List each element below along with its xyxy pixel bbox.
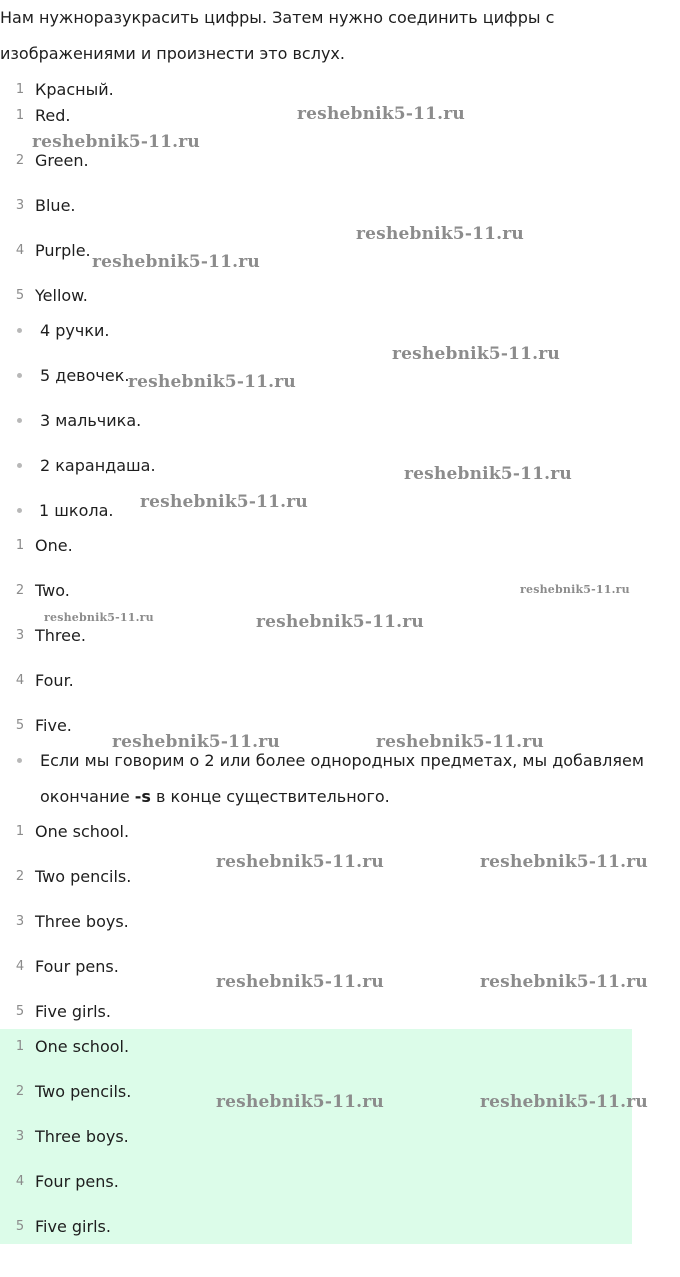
list-item: [0, 235, 91, 265]
item-text: Красный.: [35, 79, 114, 99]
highlight-list-item: [0, 1031, 129, 1061]
watermark: reshebnik5-11.ru: [92, 252, 260, 272]
list-item: [0, 710, 72, 740]
bullet-text: 4 ручки.: [40, 320, 110, 340]
rule-text-before: Если мы говорим о 2 или более однородных предметах, мы добавляем окончание: [40, 751, 644, 806]
highlight-list-item: [0, 1211, 111, 1241]
bullet-item: [0, 315, 110, 345]
watermark: reshebnik5-11.ru: [140, 492, 308, 512]
item-number: 2: [15, 868, 25, 884]
watermark: reshebnik5-11.ru: [480, 1092, 648, 1112]
item-text: Purple.: [35, 240, 91, 260]
item-number: 1: [15, 107, 25, 123]
bullet-icon: [17, 418, 22, 423]
bullet-icon: [17, 328, 22, 333]
bullet-icon: [17, 373, 22, 378]
list-item: [0, 575, 70, 605]
list-item: [0, 861, 131, 891]
list-item: [0, 190, 76, 220]
item-number: 1: [15, 823, 25, 839]
watermark: reshebnik5-11.ru: [256, 612, 424, 632]
item-number: 4: [15, 242, 25, 258]
list-item: [0, 996, 111, 1026]
list-item: [0, 951, 119, 981]
item-number: 5: [15, 717, 25, 733]
list-item: [0, 530, 73, 560]
item-number: 1: [15, 81, 25, 97]
item-number: 4: [15, 672, 25, 688]
bullet-item: [0, 495, 113, 525]
item-text: Five girls.: [35, 1001, 111, 1021]
watermark: reshebnik5-11.ru: [404, 464, 572, 484]
bullet-text: 5 девочек.: [40, 365, 130, 385]
watermark: reshebnik5-11.ru: [128, 372, 296, 392]
list-item: [0, 816, 129, 846]
highlight-list-item: [0, 1076, 131, 1106]
bullet-icon: [17, 508, 22, 513]
highlight-list-item: [0, 1121, 129, 1151]
watermark: reshebnik5-11.ru: [112, 732, 280, 752]
highlight-list-item: [0, 1166, 119, 1196]
item-text: Four pens.: [35, 1171, 119, 1191]
watermark: reshebnik5-11.ru: [480, 852, 648, 872]
watermark: reshebnik5-11.ru: [44, 611, 154, 624]
rule-text-after: в конце существительного.: [150, 787, 390, 806]
watermark: reshebnik5-11.ru: [392, 344, 560, 364]
watermark: reshebnik5-11.ru: [376, 732, 544, 752]
item-text: One school.: [35, 821, 130, 841]
item-number: 4: [15, 1173, 25, 1189]
list-item: [0, 145, 89, 175]
watermark: reshebnik5-11.ru: [356, 224, 524, 244]
item-text: Three.: [35, 625, 86, 645]
item-number: 3: [15, 913, 25, 929]
item-text: Two pencils.: [35, 866, 132, 886]
watermark: reshebnik5-11.ru: [216, 852, 384, 872]
bullet-item: [0, 450, 156, 480]
item-text: One.: [35, 535, 73, 555]
item-text: Four pens.: [35, 956, 119, 976]
item-number: 3: [15, 197, 25, 213]
item-number: 5: [15, 1218, 25, 1234]
bullet-text: 3 мальчика.: [40, 410, 142, 430]
item-text: Yellow.: [35, 285, 88, 305]
item-text: Five.: [35, 715, 72, 735]
watermark: reshebnik5-11.ru: [297, 104, 465, 124]
item-text: Green.: [35, 150, 89, 170]
intro-paragraph: Нам нужноразукрасить цифры. Затем нужно соединить цифры с изображениями и произнести это вслух.: [0, 8, 555, 63]
bullet-text: 1 школа.: [39, 500, 114, 520]
list-item: [0, 280, 88, 310]
list-item: [0, 906, 129, 936]
bullet-text: 2 карандаша.: [40, 455, 156, 475]
item-number: 3: [15, 627, 25, 643]
item-number: 2: [15, 1083, 25, 1099]
item-number: 1: [15, 537, 25, 553]
watermark: reshebnik5-11.ru: [480, 972, 648, 992]
item-number: 5: [15, 1003, 25, 1019]
item-text: Three boys.: [35, 1126, 129, 1146]
watermark: reshebnik5-11.ru: [32, 132, 200, 152]
item-number: 3: [15, 1128, 25, 1144]
rule-text: [40, 743, 655, 815]
item-number: 1: [15, 1038, 25, 1054]
rule-suffix: -s: [134, 787, 151, 806]
item-text: Red.: [35, 105, 71, 125]
item-text: Two pencils.: [35, 1081, 132, 1101]
list-item: [0, 665, 74, 695]
item-text: Blue.: [35, 195, 76, 215]
item-number: 2: [15, 152, 25, 168]
item-number: 4: [15, 958, 25, 974]
item-text: Three boys.: [35, 911, 129, 931]
list-item: [0, 100, 70, 130]
watermark: reshebnik5-11.ru: [520, 583, 630, 596]
item-number: 2: [15, 582, 25, 598]
list-item: [0, 620, 86, 650]
bullet-item: [0, 405, 141, 435]
watermark: reshebnik5-11.ru: [216, 972, 384, 992]
item-text: One school.: [35, 1036, 130, 1056]
bullet-item: [0, 360, 129, 390]
watermark: reshebnik5-11.ru: [216, 1092, 384, 1112]
rule-item: [0, 743, 650, 815]
item-text: Four.: [35, 670, 74, 690]
item-text: Five girls.: [35, 1216, 111, 1236]
item-number: 5: [15, 287, 25, 303]
item-text: Two.: [35, 580, 70, 600]
bullet-icon: [17, 758, 22, 763]
bullet-icon: [17, 463, 22, 468]
